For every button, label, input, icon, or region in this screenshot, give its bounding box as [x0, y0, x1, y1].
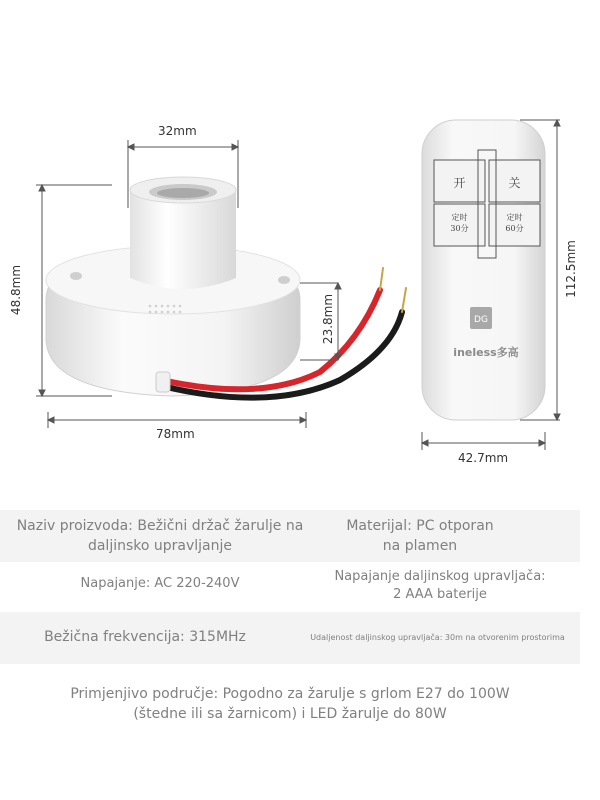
dim-holder-height: 48.8mm — [9, 264, 23, 316]
spec-material-line1: Materijal: PC otporan — [346, 518, 494, 534]
spec-application-line1: Primjenjivo područje: Pogodno za žarulje s grlom E27 do 100W — [70, 686, 510, 702]
spec-remote-distance: Udaljenost daljinskog upravljača: 30m na otvorenim prostorima — [310, 633, 565, 642]
remote-btn-timer30 — [434, 212, 485, 234]
spec-frequency: Bežična frekvencija: 315MHz — [44, 629, 246, 645]
spec-product-name-line2: daljinsko upravljanje — [87, 538, 233, 554]
remote-btn-off: 关 — [508, 176, 521, 190]
spec-remote-power — [300, 568, 580, 604]
remote-btn-timer60 — [489, 212, 540, 234]
remote-brand-name: ineless — [453, 346, 497, 359]
spec-product-name — [0, 516, 320, 556]
spec-material-line2: na plamen — [382, 538, 458, 554]
remote-btn-timer30-line1: 定时 — [451, 213, 468, 222]
lamp-holder — [46, 177, 300, 396]
dim-holder-base-height: 23.8mm — [321, 293, 335, 345]
dim-remote-width: 42.7mm — [458, 451, 509, 465]
remote-btn-timer30-line2: 30分 — [450, 224, 469, 233]
remote-btn-timer60-line1: 定时 — [506, 213, 523, 222]
remote-control — [422, 120, 545, 420]
spec-remote-power-line1: Napajanje daljinskog upravljača: — [334, 569, 546, 584]
svg-text:DG: DG — [474, 315, 488, 325]
spec-application-line2: (štedne ili sa žarnicom) i LED žarulje do 80W — [133, 706, 447, 722]
dim-holder-width: 78mm — [156, 427, 195, 441]
spec-remote-power-line2: 2 AAA baterije — [393, 587, 487, 602]
remote-brand-cn: 多高 — [496, 346, 519, 359]
spec-material — [320, 516, 520, 556]
remote-brand — [446, 344, 526, 360]
dim-holder-top-width: 32mm — [158, 124, 197, 138]
spec-power: Napajanje: AC 220-240V — [80, 576, 240, 591]
remote-btn-timer60-line2: 60分 — [505, 224, 524, 233]
spec-product-name-line1: Naziv proizvoda: Bežični držač žarulje na — [16, 518, 304, 534]
remote-btn-on: 开 — [453, 176, 466, 190]
dim-remote-height: 112.5mm — [564, 240, 578, 298]
spec-application — [0, 684, 580, 724]
